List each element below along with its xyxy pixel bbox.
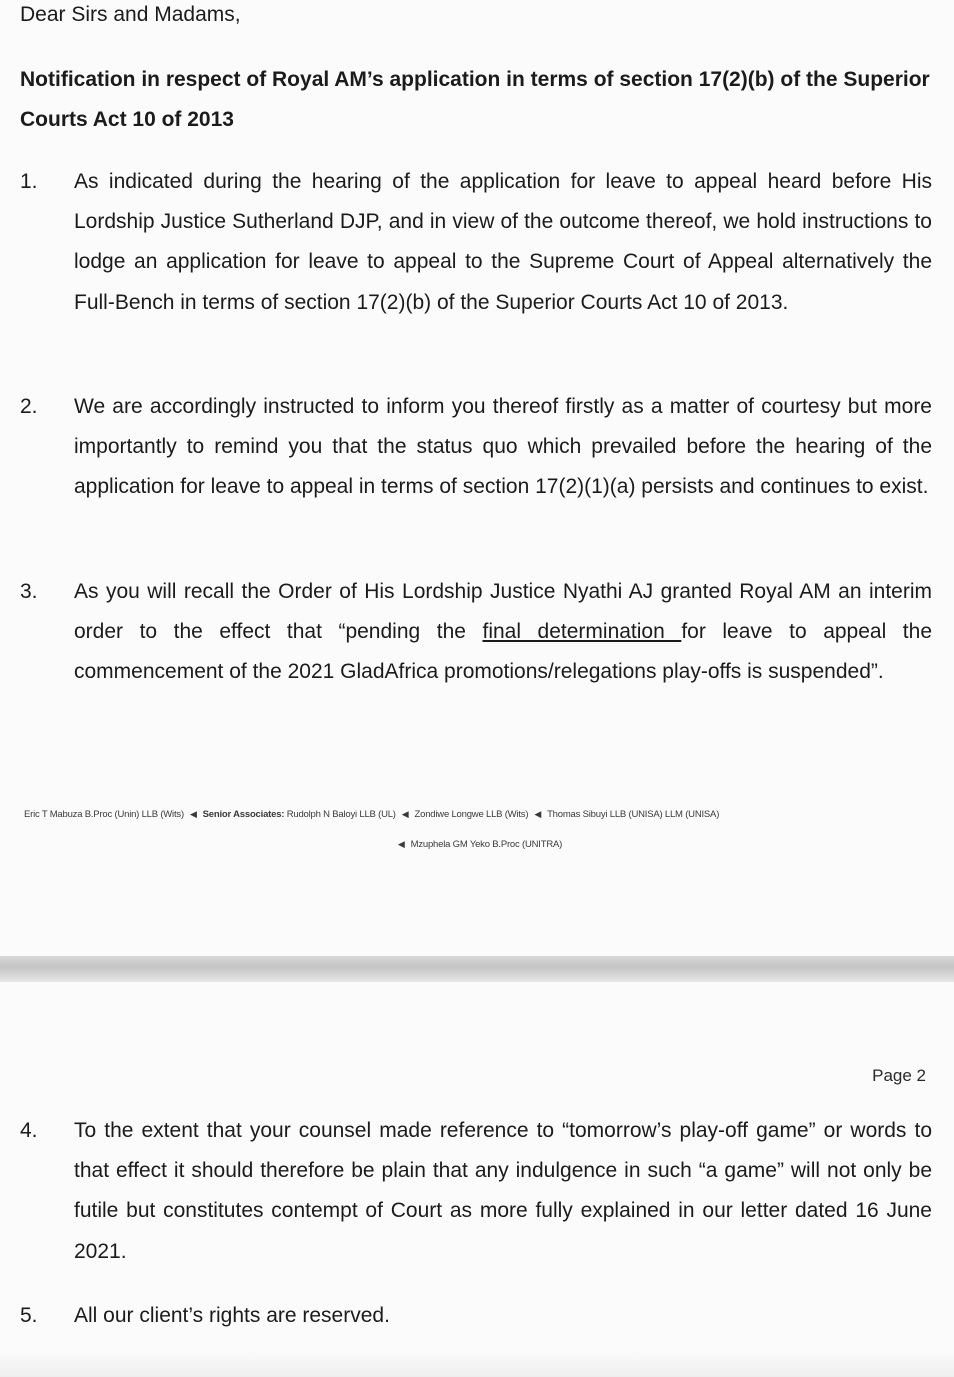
- page-separator: [0, 956, 954, 982]
- firm-footer-line-2: [0, 837, 954, 852]
- page-bottom-shadow: [0, 1352, 954, 1377]
- letter-subject: Notification in respect of Royal AM’s application in terms of section 17(2)(b) of the Superior Courts Act 10 of 2013: [20, 68, 930, 131]
- paragraph-1: [20, 162, 932, 323]
- underlined-phrase: final determination: [482, 620, 682, 644]
- arrow-left-icon: ◀: [534, 809, 542, 819]
- footer-associate: Rudolph N Baloyi LLB (UL): [286, 809, 396, 820]
- footer-associates-label: Senior Associates:: [202, 809, 285, 820]
- arrow-left-icon: ◀: [397, 839, 405, 849]
- paragraph-2: [20, 387, 932, 508]
- arrow-left-icon: ◀: [401, 809, 409, 819]
- paragraph-text-after: for leave to appeal the commencement of the 2021 GladAfrica promotions/relegations play-offs is suspended”.: [74, 620, 932, 684]
- paragraph-5: [20, 1296, 932, 1336]
- paragraph-4: [20, 1111, 932, 1272]
- paragraph-text: All our client’s rights are reserved.: [74, 1304, 390, 1327]
- paragraph-number: 1.: [20, 170, 38, 193]
- firm-footer-line-1: [24, 807, 934, 822]
- paragraph-3: [20, 572, 932, 693]
- paragraph-number: 2.: [20, 395, 38, 418]
- arrow-left-icon: ◀: [189, 809, 197, 819]
- page-number: Page 2: [872, 1066, 926, 1085]
- salutation: Dear Sirs and Madams,: [20, 3, 241, 26]
- footer-associate: Mzuphela GM Yeko B.Proc (UNITRA): [410, 839, 563, 850]
- paragraph-text: To the extent that your counsel made reference to “tomorrow’s play-off game” or words to that effect it should therefore be plain that any indulgence in such “a game” will not only be futile but constitutes contempt of Court as more fully explained in our letter dated 16 June 2021.: [74, 1119, 932, 1263]
- paragraph-text: As indicated during the hearing of the application for leave to appeal heard before His Lordship Justice Sutherland DJP, and in view of the outcome thereof, we hold instructions to lodge an application for leave to appeal to the Supreme Court of Appeal alternatively the Full-Bench in terms of section 17(2)(b) of the Superior Courts Act 10 of 2013.: [74, 170, 932, 314]
- paragraph-number: 4.: [20, 1119, 38, 1142]
- paragraph-number: 5.: [20, 1304, 38, 1327]
- paragraph-text: [74, 572, 932, 693]
- paragraph-text-before: As you will recall the Order of His Lordship Justice Nyathi AJ granted Royal AM an interim order to the effect that “pending the: [74, 580, 932, 644]
- paragraph-text: We are accordingly instructed to inform you thereof firstly as a matter of courtesy but more importantly to remind you that the status quo which prevailed before the hearing of the application for leave to appeal in terms of section 17(2)(1)(a) persists and continues to exist.: [74, 395, 932, 499]
- footer-associate: Thomas Sibuyi LLB (UNISA) LLM (UNISA): [547, 809, 720, 820]
- paragraph-number: 3.: [20, 580, 38, 603]
- footer-partner: Eric T Mabuza B.Proc (Unin) LLB (Wits): [24, 809, 184, 820]
- footer-associate: Zondiwe Longwe LLB (Wits): [414, 809, 529, 820]
